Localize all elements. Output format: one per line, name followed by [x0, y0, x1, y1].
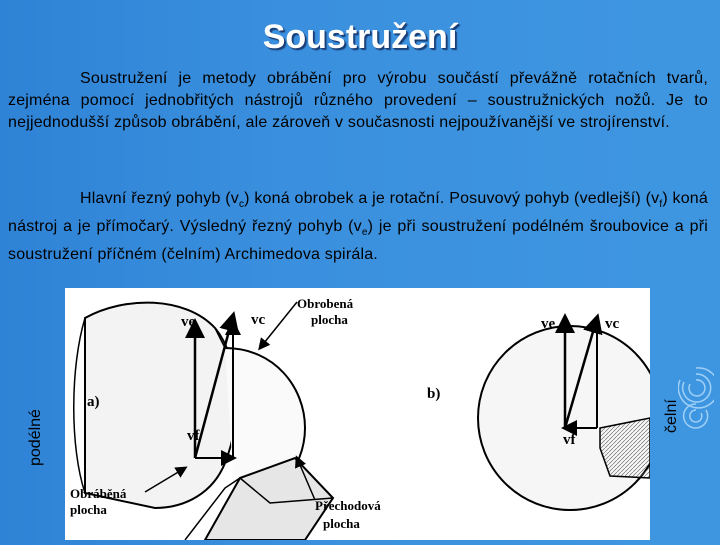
- motion-text-3: ) koná nástroj a je přímočarý. Výsledný řezný pohyb (v: [8, 190, 708, 236]
- work-surface-label-1: Obráběná: [70, 486, 127, 501]
- intro-paragraph: [8, 68, 708, 134]
- vf-label-b: vf: [563, 432, 576, 448]
- spiral-decoration-icon: [678, 360, 714, 450]
- motion-sub-e: e: [361, 227, 368, 239]
- tool-b: [600, 418, 650, 478]
- vc-label-a: vc: [251, 312, 266, 328]
- motion-text-1: Hlavní řezný pohyb (v: [80, 190, 239, 207]
- turning-diagram: [65, 288, 650, 540]
- machined-surface-label-1: Obrobená: [297, 296, 354, 311]
- turning-diagram-svg: [65, 288, 650, 540]
- machined-surface-pointer: [260, 302, 297, 348]
- vc-label-b: vc: [605, 316, 620, 332]
- motion-sub-f: f: [659, 199, 663, 211]
- transient-surface-label-2: plocha: [323, 516, 360, 531]
- motion-sub-c: c: [238, 199, 245, 211]
- longitudinal-label: podélné: [27, 409, 44, 466]
- motion-paragraph: [8, 188, 708, 266]
- vf-label-a: vf: [187, 428, 200, 444]
- ve-label-a: ve: [181, 314, 196, 330]
- intro-text: Soustružení je metody obrábění pro výrobu součástí převážně rotačních tvarů, zejména pomocí jednobřitých nástrojů různého provedení – soustružnických nožů. Je to nejjednodušší způsob obrábění, ale zároveň v současnosti nejpoužívanější ve strojírenství.: [8, 70, 708, 131]
- label-b: b): [427, 386, 441, 402]
- machined-surface-label-2: plocha: [311, 312, 348, 327]
- transient-surface-label-1: Přechodová: [315, 498, 381, 513]
- motion-text-2: ) koná obrobek a je rotační. Posuvový pohyb (vedlejší) (v: [244, 190, 660, 207]
- page-title: Soustružení: [262, 18, 458, 56]
- work-surface-label-2: plocha: [70, 502, 107, 517]
- motion-text-4: ) je při soustružení podélném šroubovice a při soustružení příčném (čelním) Archimedova spirála.: [8, 218, 708, 264]
- ve-label-b: ve: [541, 316, 556, 332]
- label-a: a): [87, 394, 100, 410]
- face-turning-label: čelní: [663, 399, 680, 433]
